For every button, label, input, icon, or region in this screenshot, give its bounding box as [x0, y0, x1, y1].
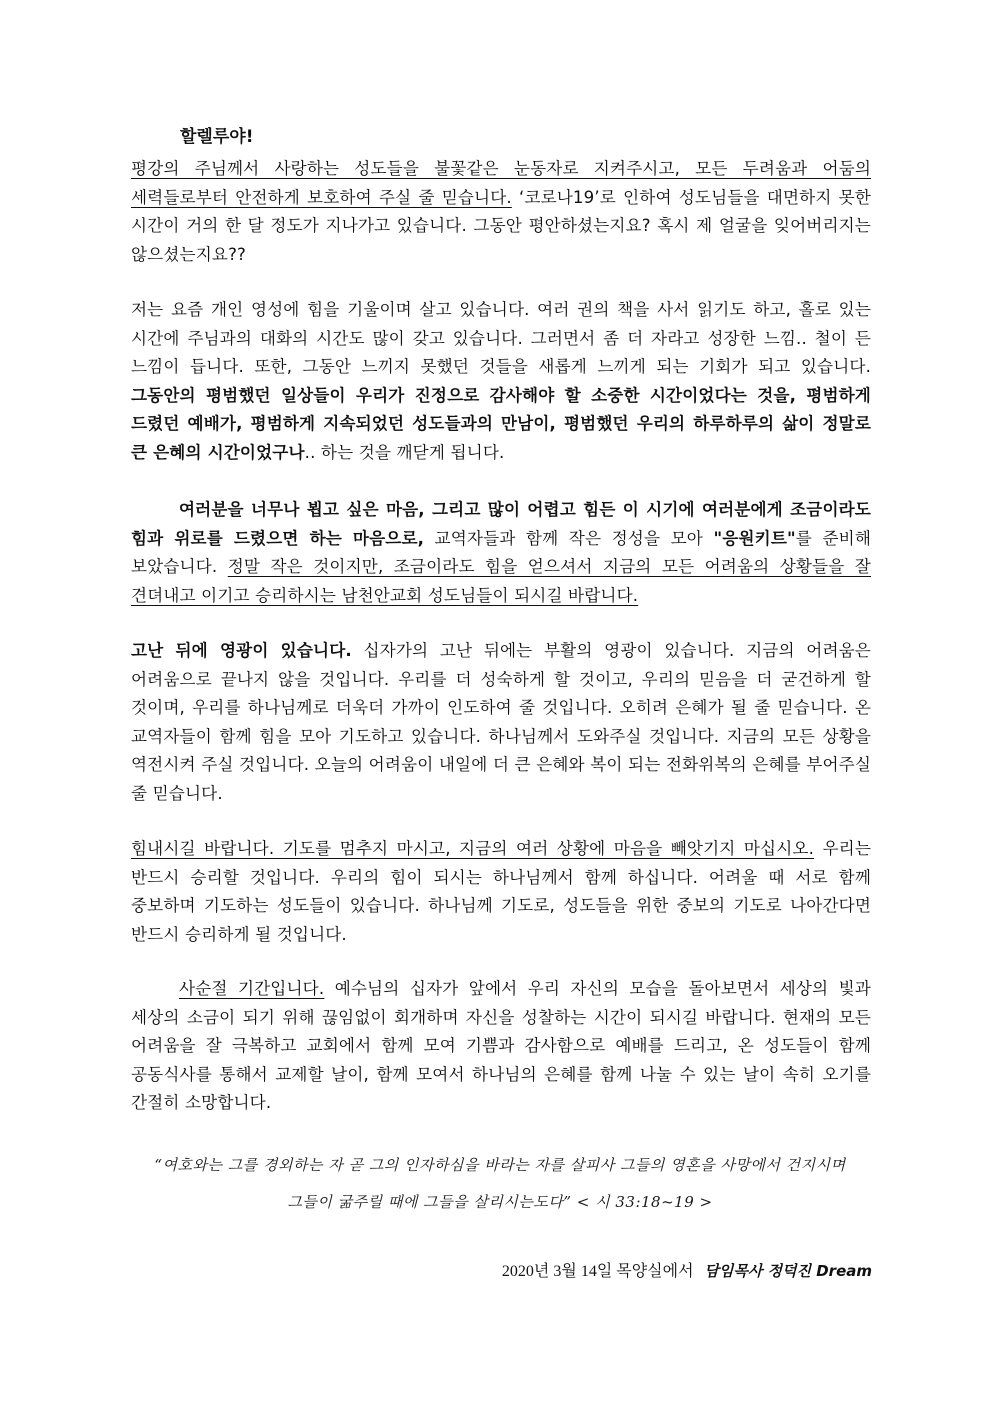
paragraph-run: ‘코로나19’로 인하여 성도님들을 대면하지 못한 시간이 거의 한 달 정도가 지나가고 있습니다. 그동안 평안하셨는지요? 혹시 제 얼굴을 잊어버리지는 않으셨는지요??	[131, 187, 871, 264]
paragraph-run: 우리는 반드시 승리할 것입니다. 우리의 힘이 되시는 하나님께서 함께 하십니다. 어려울 때 서로 함께 중보하며 기도하는 성도들이 있습니다. 하나님께 기도로, 성도들을 위한 중보의 기도로 나아간다면 반드시 승리하게 될 것입니다.	[131, 839, 871, 944]
paragraph-2	[131, 296, 871, 467]
signature-block	[502, 1258, 872, 1285]
paragraph-run: 힘내시길 바랍니다. 기도를 멈추지 마시고, 지금의 여러 상황에 마음을 빼앗기지 마십시오.	[131, 839, 815, 858]
signature-name: 담임목사 정덕진 Dream	[704, 1262, 872, 1280]
paragraph-3	[131, 496, 871, 610]
scripture-quote-line-1: “여호와는 그를 경외하는 자 곧 그의 인자하심을 바라는 자를 살피사 그들의 영혼을 사망에서 건지시며	[154, 1156, 846, 1174]
paragraph-run: 그동안의 평범했던 일상들이 우리가 진정으로 감사해야 할 소중한 시간이었다는 것을, 평범하게 드렸던 예배가, 평범하게 지속되었던 성도들과의 만남이, 평범했던 우리의 하루하루의 삶이 정말로 큰 은혜의 시간이었구나	[131, 385, 871, 462]
paragraph-run: 고난 뒤에 영광이 있습니다.	[131, 641, 352, 660]
paragraph-run: 평강의 주님께서 사랑하는 성도들을 불꽃같은 눈동자로 지켜주시고, 모든 두려움과 어둠의 세력들로부터 안전하게 보호하여 주실 줄 믿습니다.	[131, 159, 871, 207]
scripture-quote-line-2: 그들이 굶주릴 때에 그들을 살리시는도다” < 시 33:18~19 >	[287, 1193, 713, 1211]
paragraph-4	[131, 637, 871, 808]
paragraph-run: 예수님의 십자가 앞에서 우리 자신의 모습을 돌아보면서 세상의 빛과 세상의 소금이 되기 위해 끊임없이 회개하며 자신을 성찰하는 시간이 되시길 바랍니다. 현재의 모든 어려움을 잘 극복하고 교회에서 함께 모여 기쁨과 감사함으로 예배를 드리고, 온 성도들이 함께 공동식사를 통해서 교제할 날이, 함께 모여서 하나님의 은혜를 함께 나눌 수 있는 날이 속히 오기를 간절히 소망합니다.	[131, 979, 871, 1112]
paragraph-run: 저는 요즘 개인 영성에 힘을 기울이며 살고 있습니다. 여러 권의 책을 사서 읽기도 하고, 홀로 있는 시간에 주님과의 대화의 시간도 많이 갖고 있습니다. 그러면서 좀 더 자라고 성장한 느낌.. 철이 든 느낌이 듭니다. 또한, 그동안 느끼지 못했던 것들을 새롭게 느끼게 되는 기회가 되고 있습니다.	[131, 300, 871, 376]
paragraph-run: 사순절 기간입니다.	[179, 979, 325, 998]
paragraph-run: 여러분을 너무나 뵙고 싶은 마음, 그리고 많이 어렵고 힘든 이 시기에 여러분에게 조금이라도 힘과 위로를 드렸으면 하는 마음으로,	[131, 500, 871, 548]
signature-date-place: 2020년 3월 14일 목양실에서	[501, 1263, 694, 1280]
paragraph-run: .. 하는 것을 깨닫게 됩니다.	[304, 442, 505, 462]
paragraph-run: 정말 작은 것이지만, 조금이라도 힘을 얻으셔서 지금의 모든 어려움의 상황들을 잘 견뎌내고 이기고 승리하시는 남천안교회 성도님들이 되시길 바랍니다.	[131, 557, 871, 605]
greeting: 할렐루야!	[180, 127, 254, 147]
paragraph-1	[131, 155, 871, 269]
paragraph-run: "응원키트"	[713, 528, 796, 548]
paragraph-run: 십자가의 고난 뒤에는 부활의 영광이 있습니다. 지금의 어려움은 어려움으로 끝나지 않을 것입니다. 우리를 더 성숙하게 할 것이고, 우리의 믿음을 더 굳건하게 할 것이며, 우리를 하나님께로 더욱더 가까이 인도하여 줄 것입니다. 오히려 은혜가 될 줄 믿습니다. 온 교역자들이 함께 힘을 모아 기도하고 있습니다. 하나님께서 도와주실 것입니다. 지금의 모든 상황을 역전시켜 주실 것입니다. 오늘의 어려움이 내일에 더 큰 은혜와 복이 되는 전화위복의 은혜를 부어주실 줄 믿습니다.	[131, 641, 871, 803]
paragraph-run: 교역자들과 함께 작은 정성을 모아	[424, 528, 714, 548]
paragraph-run: 를 준비해 보았습니다.	[131, 528, 871, 576]
paragraph-5	[131, 835, 871, 949]
paragraph-6	[131, 975, 871, 1118]
